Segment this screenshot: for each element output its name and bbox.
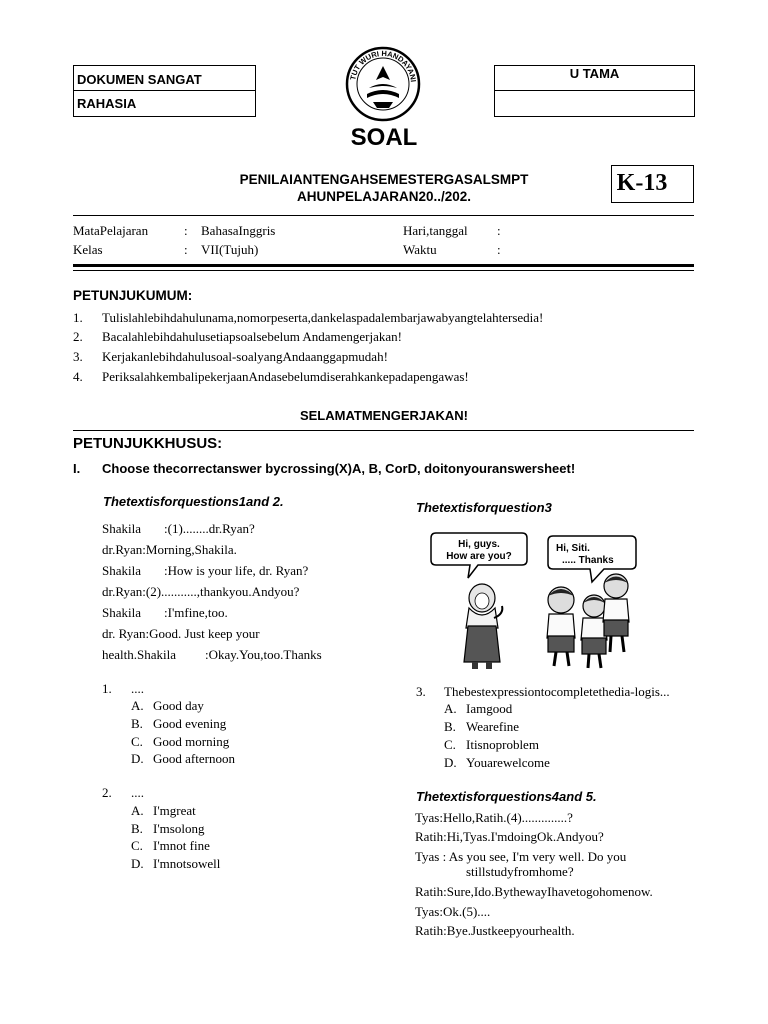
main-box [494,65,695,117]
box-divider [74,90,255,91]
dialog-line: :Okay.You,too.Thanks [205,647,322,662]
class-value: VII(Tujuh) [201,242,259,257]
dialog-speaker: health.Shakila [102,647,177,662]
exam-title-line-1: PENILAIANTENGAHSEMESTERGASALSMPT [239,172,529,187]
option-text[interactable]: Good day [153,698,204,713]
confidential-label-2: RAHASIA [77,96,137,111]
option-text[interactable]: Itisnoproblem [466,737,539,752]
dialog-speaker: Shakila [102,605,141,620]
instruction-number: I. [73,461,81,476]
bubble-text: How are you? [446,551,512,562]
date-label: Hari,tanggal [403,223,468,238]
time-label: Waktu [403,242,437,257]
option-letter[interactable]: A. [444,701,457,716]
option-letter[interactable]: B. [131,821,143,836]
option-letter[interactable]: D. [131,751,144,766]
subject-colon: : [184,223,188,238]
instruction-text: Choose thecorrectanswer bycrossing(X)A, B, CorD, doitonyouranswersheet! [102,461,576,476]
divider-line [73,215,694,216]
option-text[interactable]: Iamgood [466,701,513,716]
subject-value: BahasaInggris [201,223,276,238]
option-text[interactable]: I'msolong [153,821,205,836]
dialog-illustration [428,530,643,672]
option-letter[interactable]: B. [444,719,456,734]
text-title-q1-2: Thetextisforquestions1and 2. [103,494,284,509]
svg-text:TUT WURI HANDAYANI: TUT WURI HANDAYANI [348,48,418,83]
box-divider [495,90,694,91]
dialog-line: Ratih:Bye.Justkeepyourhealth. [415,923,575,938]
option-text[interactable]: Good afternoon [153,751,235,766]
dialog-speaker: Shakila [102,521,141,536]
option-text[interactable]: I'mgreat [153,803,196,818]
option-letter[interactable]: C. [131,838,143,853]
dialog-line: Tyas:Hello,Ratih.(4)..............? [415,810,573,825]
option-text[interactable]: Youarewelcome [466,755,550,770]
question-number: 3. [416,684,426,699]
option-letter[interactable]: C. [444,737,456,752]
option-letter[interactable]: B. [131,716,143,731]
time-colon: : [497,242,501,257]
list-item-number: 1. [73,310,83,325]
page-title: SOAL [350,124,418,151]
dialog-line: :How is your life, dr. Ryan? [164,563,309,578]
bubble-text: ..... Thanks [562,555,614,566]
list-item: PeriksalahkembalipekerjaanAndasebelumdiserahkankepadapengawas! [102,369,469,384]
dialog-line: :(1)........dr.Ryan? [164,521,255,536]
dialog-line: dr. Ryan:Good. Just keep your [102,626,260,641]
divider-line [73,430,694,431]
confidential-label-1: DOKUMEN SANGAT [77,72,202,87]
option-letter[interactable]: D. [131,856,144,871]
dialog-line: dr.Ryan:Morning,Shakila. [102,542,237,557]
special-instructions-heading: PETUNJUKKHUSUS: [73,435,223,452]
option-letter[interactable]: A. [131,803,144,818]
general-instructions-heading: PETUNJUKUMUM: [73,288,193,303]
bubble-text: Hi, Siti. [556,543,590,554]
option-letter[interactable]: D. [444,755,457,770]
curriculum-badge [611,165,694,203]
divider-line-thin [73,270,694,271]
option-text[interactable]: I'mnot fine [153,838,210,853]
list-item-number: 3. [73,349,83,364]
confidential-box [73,65,256,117]
divider-line-thick [73,264,694,267]
dialog-line: Tyas:Ok.(5).... [415,904,491,919]
subject-label: MataPelajaran [73,223,149,238]
text-title-q3: Thetextisforquestion3 [416,500,552,515]
dialog-line: :I'mfine,too. [164,605,228,620]
text-title-q4-5: Thetextisforquestions4and 5. [416,789,597,804]
tut-wuri-handayani-logo [343,44,423,122]
curriculum-label: K-13 [616,170,668,196]
good-luck-text: SELAMATMENGERJAKAN! [299,408,469,423]
list-item: Kerjakanlebihdahulusoal-soalyangAndaanggapmudah! [102,349,388,364]
option-text[interactable]: Wearefine [466,719,520,734]
question-stem: .... [131,785,144,800]
option-letter[interactable]: C. [131,734,143,749]
question-stem: Thebestexpressiontocompletethedia-logis... [444,684,670,699]
option-text[interactable]: Good morning [153,734,230,749]
option-text[interactable]: I'mnotsowell [153,856,221,871]
exam-title-line-2: AHUNPELAJARAN20../202. [296,189,472,204]
class-label: Kelas [73,242,103,257]
question-number: 2. [102,785,112,800]
option-text[interactable]: Good evening [153,716,227,731]
list-item-number: 2. [73,329,83,344]
dialog-line: Tyas : As you see, I'm very well. Do you [415,849,627,864]
dialog-line: stillstudyfromhome? [466,864,574,879]
date-colon: : [497,223,501,238]
class-colon: : [184,242,188,257]
dialog-line: Ratih:Sure,Ido.BythewayIhavetogohomenow. [415,884,653,899]
bubble-text: Hi, guys. [458,539,500,550]
question-stem: .... [131,681,144,696]
list-item-number: 4. [73,369,83,384]
dialog-line: dr.Ryan:(2)...........,thankyou.Andyou? [102,584,300,599]
question-number: 1. [102,681,112,696]
main-label: U TAMA [569,66,620,81]
list-item: Tulislahlebihdahulunama,nomorpeserta,dankelaspadalembarjawabyangtelahtersedia! [102,310,544,325]
dialog-line: Ratih:Hi,Tyas.I'mdoingOk.Andyou? [415,829,604,844]
option-letter[interactable]: A. [131,698,144,713]
dialog-speaker: Shakila [102,563,141,578]
list-item: Bacalahlebihdahulusetiapsoalsebelum Andamengerjakan! [102,329,402,344]
